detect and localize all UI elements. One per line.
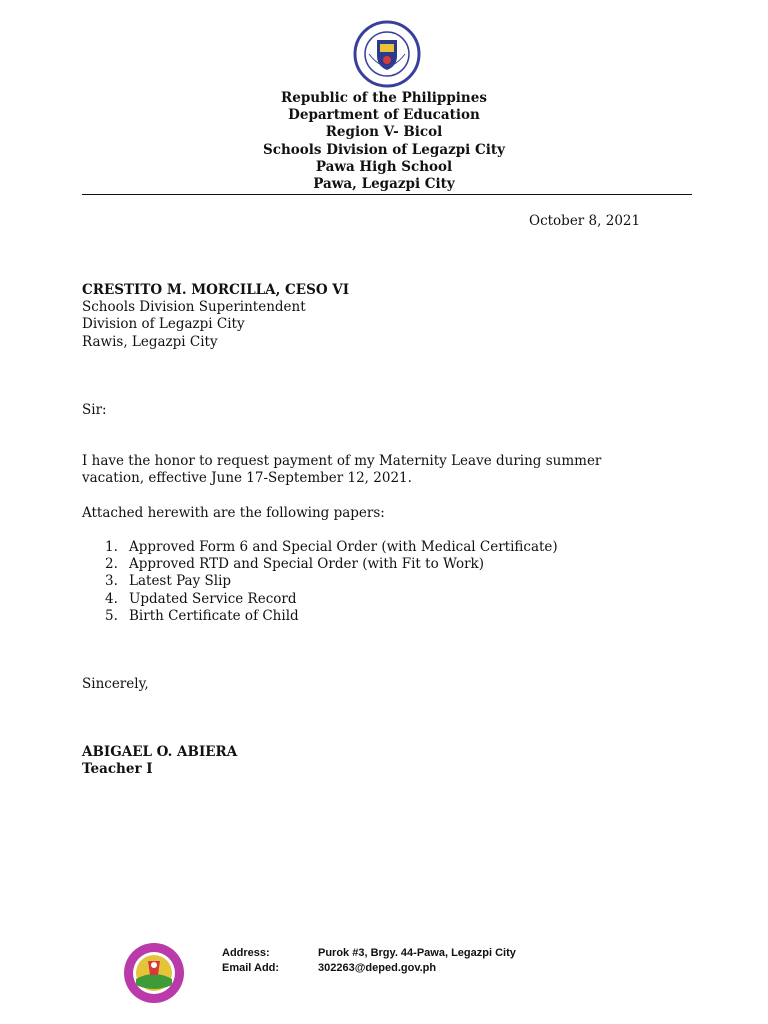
body-paragraph [82, 453, 682, 487]
signer-name: ABIGAEL O. ABIERA [82, 744, 238, 760]
email-value: 302263@deped.gov.ph [318, 962, 437, 974]
list-item: 1. Approved Form 6 and Special Order (with Medical Certificate) [105, 539, 558, 555]
body-line-1: I have the honor to request payment of my Maternity Leave during summer [82, 453, 602, 469]
address-label: Address: [222, 947, 270, 959]
list-item: 4. Updated Service Record [105, 590, 297, 607]
addressee-location: Rawis, Legazpi City [82, 333, 218, 350]
letter-date: October 8, 2021 [529, 213, 641, 229]
salutation: Sir: [82, 402, 107, 418]
footer-contact [222, 946, 516, 976]
attachments-list [105, 539, 558, 625]
letterhead [0, 90, 768, 193]
addressee-office: Division of Legazpi City [82, 316, 245, 333]
attachments-intro: Attached herewith are the following papers: [82, 505, 385, 521]
addressee-name: CRESTITO M. MORCILLA, CESO VI [82, 282, 350, 298]
header-divider [82, 194, 692, 195]
body-line-2: vacation, effective June 17-September 12, 2021. [82, 470, 412, 487]
signer-position: Teacher I [82, 761, 153, 778]
letterhead-division: Schools Division of Legazpi City [263, 141, 505, 158]
attachment-text: Birth Certificate of Child [129, 607, 299, 624]
addressee-block [82, 282, 349, 351]
attachment-text: Approved Form 6 and Special Order (with Medical Certificate) [129, 539, 558, 555]
addressee-title: Schools Division Superintendent [82, 299, 306, 316]
letterhead-region: Region V- Bicol [325, 124, 443, 141]
list-item: 3. Latest Pay Slip [105, 573, 232, 590]
letterhead-country: Republic of the Philippines [281, 90, 487, 106]
letterhead-school-address: Pawa, Legazpi City [313, 176, 455, 193]
attachment-text: Latest Pay Slip [129, 573, 232, 590]
closing: Sincerely, [82, 676, 149, 692]
address-value: Purok #3, Brgy. 44-Pawa, Legazpi City [318, 947, 516, 959]
school-seal-logo [122, 941, 186, 1005]
list-item: 5. Birth Certificate of Child [105, 607, 299, 624]
attachment-text: Approved RTD and Special Order (with Fit to Work) [129, 556, 484, 573]
attachment-text: Updated Service Record [129, 590, 297, 607]
deped-seal-logo [353, 20, 421, 88]
letterhead-department: Department of Education [288, 107, 480, 124]
signature-block [82, 744, 237, 778]
email-label: Email Add: [222, 962, 280, 974]
list-item: 2. Approved RTD and Special Order (with Fit to Work) [105, 556, 484, 573]
letterhead-school: Pawa High School [315, 158, 453, 175]
